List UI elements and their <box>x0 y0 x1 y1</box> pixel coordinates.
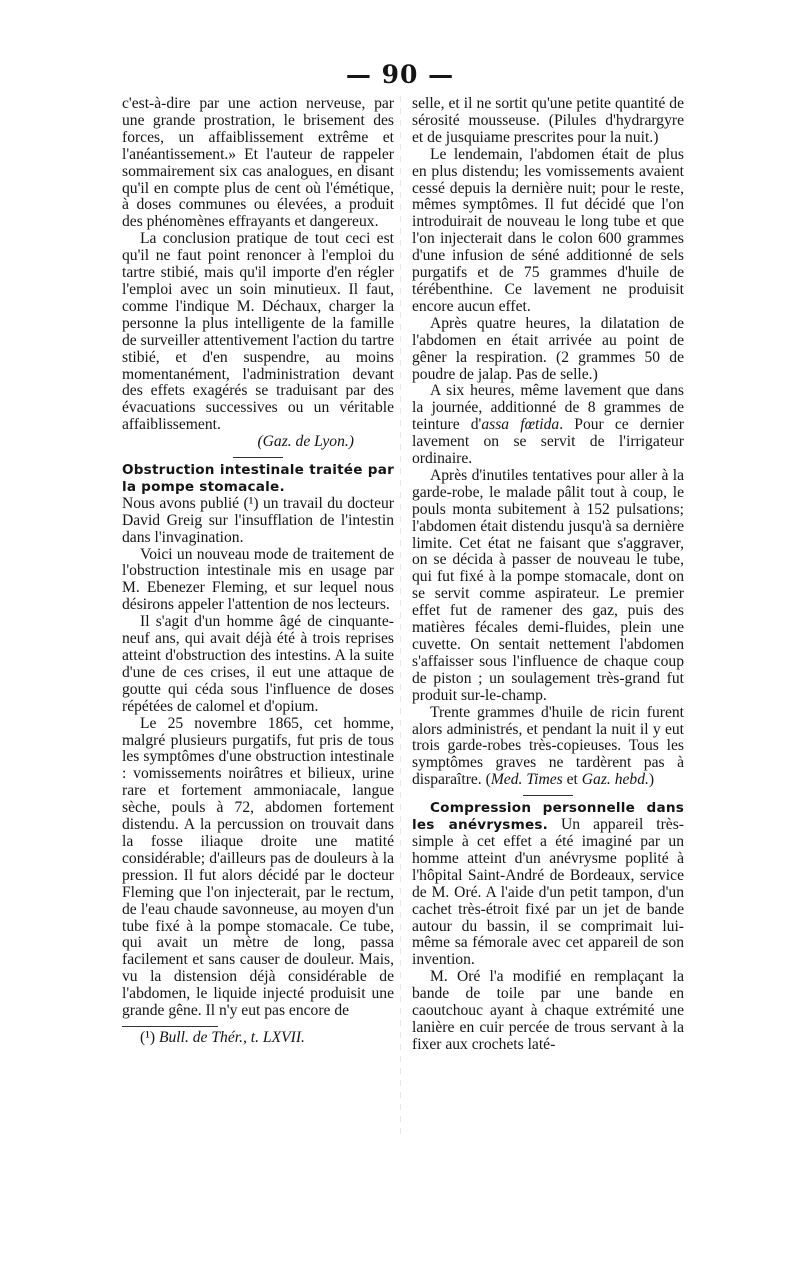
section-divider <box>233 457 283 458</box>
journal-name: Med. Times <box>490 771 563 789</box>
paragraph-case: Le 25 novembre 1865, cet homme, malgré plusieurs purgatifs, fut pris de tous les symptômes d'une obstruction intestinale : vomissements noirâtres et bilieux, urine rare et fortement ammoniacale, langue sèche, pouls à 72, abdomen fortement distendu. A la percussion on trouvait dans la fosse iliaque droite une matité considérable; d'ailleurs pas de douleurs à la pression. Il fut alors décidé par le docteur Fleming que l'on injecterait, par le rectum, de l'eau chaude savonneuse, au moyen d'un tube fixé à la pompe stomacale. Ce tube, qui avait un mètre de long, passa facilement et sans causer de douleur. Mais, vu la distension déjà considérable de l'abdomen, le liquide injecté produisit une grande gêne. Il n'y eut pas encore de <box>122 714 394 1020</box>
paragraph-outcome <box>412 705 684 790</box>
footnote-text: Bull. de Thér., t. LXVII. <box>158 1028 305 1046</box>
right-column <box>412 96 684 1054</box>
paragraph-six-hours <box>412 383 684 468</box>
paragraph-continuation: c'est-à-dire par une action nerveuse, par une grande prostration, le brisement des forces, un affaiblissement extrême et l'anéantissement.» Et l'auteur de rappeler sommairement six cas analogues, en disant qu'il en compte plus de cent où l'émétique, à doses communes ou élevées, a produit des phénomènes effrayants et dangereux. <box>122 95 394 231</box>
paragraph-four-hours: Après quatre heures, la dilatation de l'abdomen en était arrivée au point de gêner la respiration. (2 grammes 50 de poudre de jalap. Pas de selle.) <box>412 314 684 383</box>
left-column <box>122 96 394 1047</box>
paragraph-intro: Nous avons publié (¹) un travail du docteur David Greig sur l'insufflation de l'intestin dans l'invagination. <box>122 494 394 546</box>
text-run: ) <box>648 771 655 789</box>
paragraph-modification: M. Oré l'a modifié en remplaçant la bande de toile par une bande en caoutchouc ayant à chaque extrémité une lanière en cuir percée de trous servant à la fixer aux crochets laté- <box>412 968 684 1053</box>
article-paragraph <box>412 800 684 969</box>
article-heading: Compression personnelle dans les anévrysmes. <box>412 800 684 834</box>
text-run: et <box>562 771 582 789</box>
article-heading: Obstruction intestinale traitée par la pompe stomacale. <box>122 462 394 495</box>
paragraph-conclusion: La conclusion pratique de tout ceci est qu'il ne faut point renoncer à l'emploi du tartre stibié, mais qu'il importe d'en régler l'emploi avec un soin minutieux. Il faut, comme l'indique M. Déchaux, charger la personne la plus intelligente de la famille de surveiller attentivement l'action du tartre stibié, et d'en suspendre, au moins momentanément, l'administration devant des effets exagérés se traduisant par des évacuations successives ou un véritable affaiblissement. <box>122 230 394 434</box>
text-run: Trente grammes d'huile de ricin furent alors administrés, et pendant la nuit il y eut trois garde-robes très-copieuses. Tous les symptômes graves ne tardèrent pas à disparaître. ( <box>412 703 684 789</box>
text-run: . Pour ce dernier lavement on se servit de l'irrigateur ordinaire. <box>412 416 684 468</box>
paragraph-aspiration: Après d'inutiles tentatives pour aller à la garde-robe, le malade pâlit tout à coup, le pouls monta subitement à 152 pulsations; l'abdomen était distendu jusqu'à sa dernière limite. Cet état ne faisant que s'aggraver, on se décida à passer de nouveau le tube, qui fut fixé à la pompe stomacale, dont on se servit comme aspirateur. Le premier effet fut de ramener des gaz, puis des matières fécales demi-fluides, plein une cuvette. On sentait nettement l'abdomen s'affaisser sous l'influence de chaque coup de piston ; un soulagement très-grand fut produit sur-le-champ. <box>412 466 684 704</box>
italic-term: assa fœtida <box>481 416 560 434</box>
column-gutter <box>400 96 401 1136</box>
section-divider <box>523 795 573 796</box>
footnote-mark: (¹) <box>140 1028 156 1046</box>
paragraph-method: Voici un nouveau mode de traitement de l'obstruction intestinale mis en usage par M. Ebenezer Fleming, et sur lequel nous désirons appeler l'attention de nos lecteurs. <box>122 545 394 614</box>
source-citation: (Gaz. de Lyon.) <box>257 433 354 451</box>
text-run: A six heures, même lavement que dans la journée, additionné de 8 grammes de teinture d' <box>412 382 684 434</box>
paragraph-patient: Il s'agit d'un homme âgé de cinquante-neuf ans, qui avait déjà été à trois reprises atteint d'obstruction des intestins. A la suite d'une de ces crises, il eut une attaque de goutte qui céda sous l'influence de doses répétées de calomel et d'opium. <box>122 613 394 715</box>
paragraph-next-day: Le lendemain, l'abdomen était de plus en plus distendu; les vomissements avaient cessé depuis la dernière nuit; pour le reste, mêmes symptômes. Il fut décidé que l'on introduirait de nouveau le long tube et que l'on injecterait dans le colon 600 grammes d'une infusion de séné additionné de sels purgatifs et de 75 grammes d'huile de térébenthine. Ce lavement ne produisit encore aucun effet. <box>412 145 684 315</box>
footnote-rule <box>122 1026 218 1027</box>
page-number: — 90 — <box>345 60 455 89</box>
text-run: Un appareil très-simple à cet effet a été imaginé par un homme atteint d'un anévrysme poplité à l'hôpital Saint-André de Bordeaux, service de M. Oré. A l'aide d'un petit tampon, d'un cachet très-étroit fixé par un jet de bande autour du bassin, il se comprimait lui-même sa fémorale avec cet appareil de son invention. <box>412 816 684 969</box>
journal-name: Gaz. hebd. <box>581 771 649 789</box>
article-heading-paragraph <box>122 462 394 496</box>
footnote <box>122 1030 394 1047</box>
paragraph-continuation: selle, et il ne sortit qu'une petite quantité de sérosité mousseuse. (Pilules d'hydrargyre et de jusquiame prescrites pour la nuit.) <box>412 95 684 146</box>
